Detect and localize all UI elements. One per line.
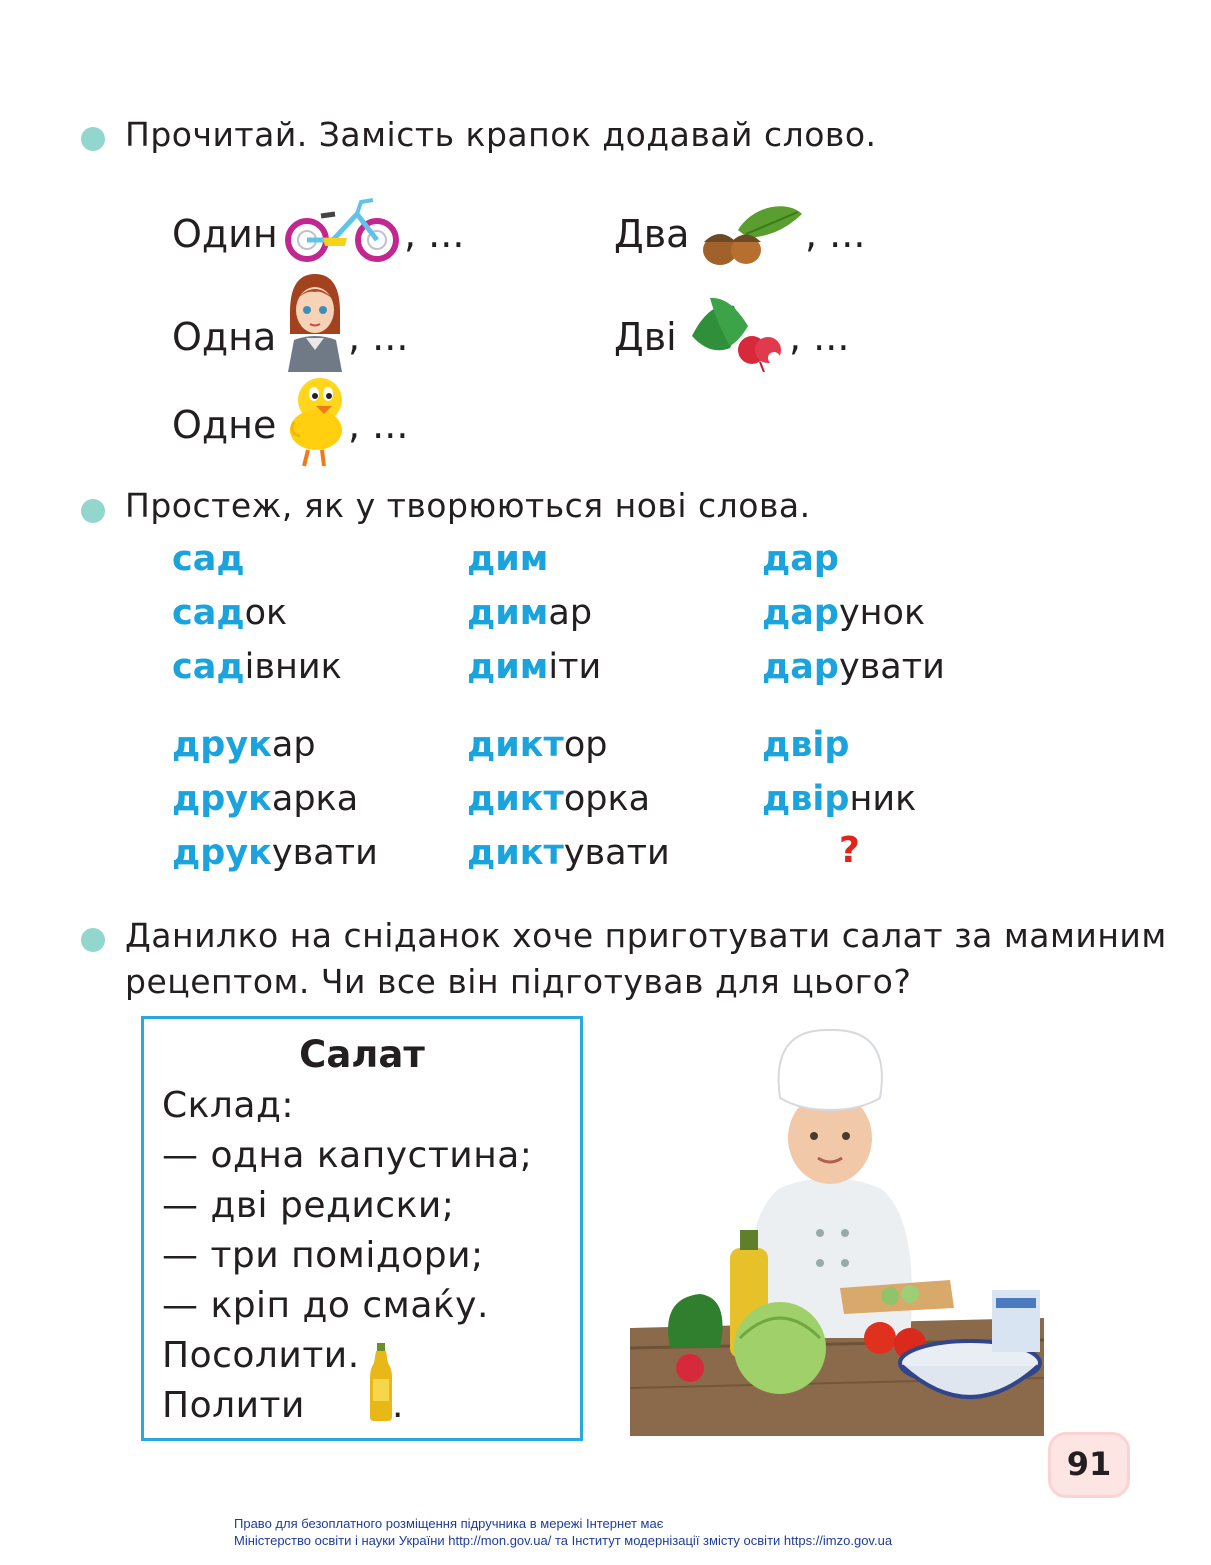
word-dyktor: диктор xyxy=(467,725,608,765)
question-mark: ? xyxy=(839,830,860,871)
task1-word-one-n: Одне xyxy=(172,403,277,447)
word-drukuvaty: друкувати xyxy=(172,833,378,873)
recipe-title: Салат xyxy=(299,1033,425,1076)
task1-dots-5: , ... xyxy=(348,403,409,447)
recipe-composition: Склад: xyxy=(162,1085,294,1126)
task1-dots-4: , ... xyxy=(789,315,850,359)
task1-word-two-m: Два xyxy=(614,212,690,256)
acorns-icon xyxy=(698,200,806,268)
task1-word-one-m: Один xyxy=(172,212,278,256)
task1-bullet xyxy=(81,127,105,151)
recipe-ingredient: — дві редиски; xyxy=(162,1185,455,1226)
word-daruvaty: дарувати xyxy=(762,647,945,687)
footer-line1: Право для безоплатного розміщення підручника в мережі Інтернет має xyxy=(234,1516,664,1531)
task3-line1: Данилко на сніданок хоче приготувати салат за маминим xyxy=(125,916,1167,955)
word-sadok: садок xyxy=(172,593,288,633)
recipe-ingredient: — кріп до смаќу. xyxy=(162,1285,489,1326)
word-dyktorka: дикторка xyxy=(467,779,651,819)
task1-dots-2: , ... xyxy=(805,212,866,256)
task1-dots-3: , ... xyxy=(348,315,409,359)
word-dar: дар xyxy=(762,539,839,579)
word-dvir: двір xyxy=(762,725,850,765)
girl-icon xyxy=(282,272,348,372)
word-dymity: диміти xyxy=(467,647,602,687)
word-dym: дим xyxy=(467,539,549,579)
word-drukar: друкар xyxy=(172,725,316,765)
word-drukarka: друкарка xyxy=(172,779,359,819)
chick-icon xyxy=(286,372,350,468)
recipe-ingredient: — одна капустина; xyxy=(162,1135,533,1176)
oil-bottle-icon xyxy=(368,1343,394,1421)
task2-instruction: Простеж, як у творюються нові слова. xyxy=(125,486,811,525)
recipe-box xyxy=(141,1016,583,1441)
task1-word-one-f: Одна xyxy=(172,315,277,359)
radishes-icon xyxy=(690,296,790,372)
task1-word-two-f: Дві xyxy=(614,315,677,359)
task3-bullet xyxy=(81,928,105,952)
word-dvirnyk: двірник xyxy=(762,779,917,819)
task3-line2: рецептом. Чи все він підготував для цього? xyxy=(125,962,912,1001)
page-number: 91 xyxy=(1048,1432,1130,1498)
recipe-step-pour-end: . xyxy=(392,1385,404,1426)
boy-chef-photo xyxy=(630,1018,1044,1436)
task2-bullet xyxy=(81,499,105,523)
bicycle-icon xyxy=(283,196,401,264)
recipe-ingredient: — три помідори; xyxy=(162,1235,484,1276)
word-dyktuvaty: диктувати xyxy=(467,833,670,873)
word-dymar: димар xyxy=(467,593,593,633)
task1-instruction: Прочитай. Замість крапок додавай слово. xyxy=(125,115,877,154)
footer-line2: Міністерство освіти і науки України http://mon.gov.ua/ та Інститут модернізації змісту освіти https://imzo.gov.ua xyxy=(234,1533,893,1548)
recipe-step-pour: Полити xyxy=(162,1385,305,1426)
recipe-step-salt: Посолити. xyxy=(162,1335,360,1376)
word-sadivnyk: садівник xyxy=(172,647,342,687)
word-darunok: дарунок xyxy=(762,593,926,633)
word-sad: сад xyxy=(172,539,245,579)
task1-dots-1: , ... xyxy=(404,212,465,256)
